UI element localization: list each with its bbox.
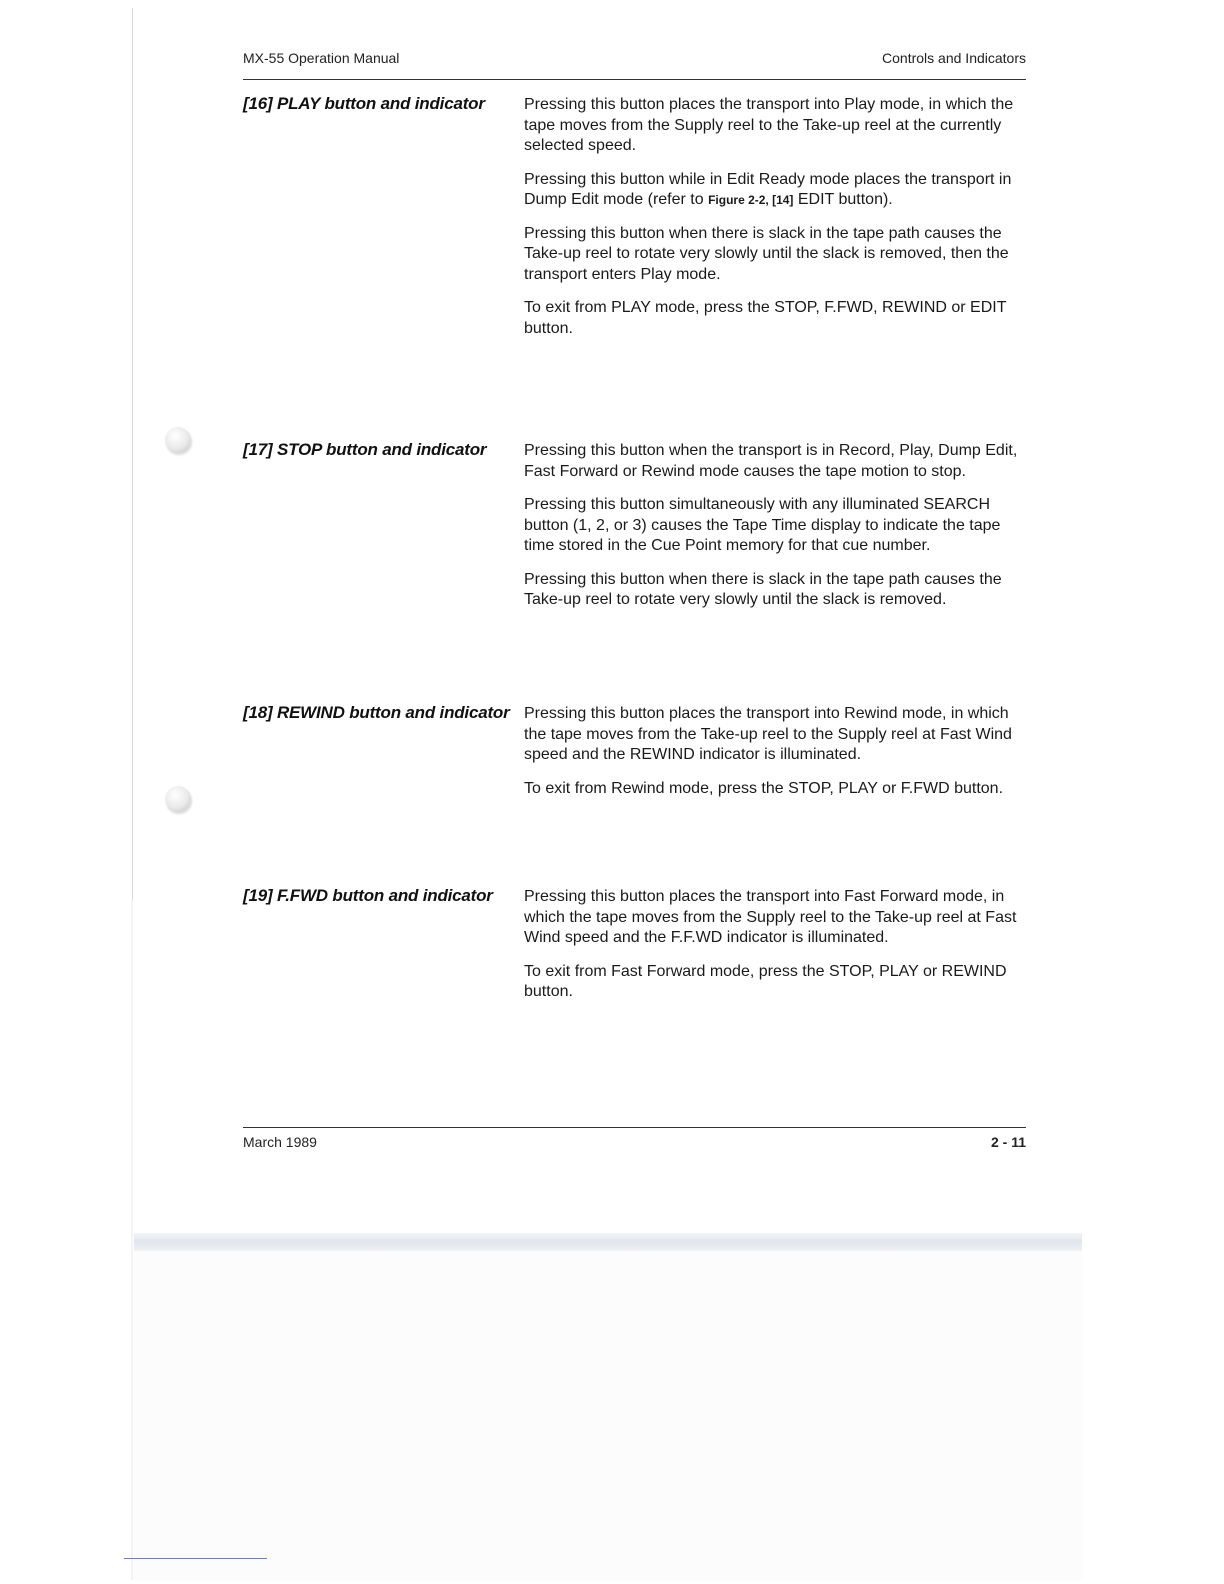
binder-hole-top — [165, 427, 191, 453]
entry-description — [524, 704, 1029, 812]
header-divider — [243, 79, 1026, 80]
scan-artifact-area — [134, 1251, 1082, 1581]
scan-edge — [132, 8, 133, 903]
paragraph: Pressing this button simultaneously with any illuminated SEARCH button (1, 2, or 3) causes the Tape Time display to indicate the tape time stored in the Cue Point memory for that cue number. — [524, 496, 1001, 554]
entry-description — [524, 441, 1029, 624]
page-footer — [243, 1134, 1026, 1156]
paragraph-text: Pressing this button while in Edit Ready mode places the transport in Dump Edit mode (refer to — [524, 170, 1012, 208]
scan-artifact-band — [134, 1233, 1082, 1251]
figure-reference: Figure 2-2, [14] — [708, 193, 794, 207]
entry-description — [524, 887, 1029, 1016]
paragraph: Pressing this button places the transport into Play mode, in which the tape moves from the Supply reel to the Take-up reel at the currently selected speed. — [524, 96, 1014, 154]
scan-edge-lower — [131, 900, 133, 1580]
paragraph: To exit from PLAY mode, press the STOP, F.FWD, REWIND or EDIT button. — [524, 299, 1007, 337]
entry-term: [19] F.FWD button and indicator — [243, 886, 493, 905]
paragraph: Pressing this button places the transport into Fast Forward mode, in which the tape moves from the Supply reel to the Take-up reel at Fast Wind speed and the F.F.WD indicator is illuminated. — [524, 888, 1017, 946]
page-number: 2 - 11 — [990, 1134, 1026, 1150]
paragraph: To exit from Rewind mode, press the STOP, PLAY or F.FWD button. — [524, 779, 1004, 797]
paragraph: Pressing this button when there is slack in the tape path causes the Take-up reel to rotate very slowly until the slack is removed, then the transport enters Play mode. — [524, 224, 1009, 283]
paragraph: To exit from Fast Forward mode, press the STOP, PLAY or REWIND button. — [524, 962, 1007, 1000]
footer-divider — [243, 1127, 1026, 1128]
entry-term: [18] REWIND button and indicator — [243, 703, 510, 722]
page-header — [243, 50, 1026, 80]
paragraph — [524, 170, 1029, 211]
manual-title: MX-55 Operation Manual — [243, 50, 400, 66]
scan-underline-artifact — [124, 1558, 267, 1559]
publication-date: March 1989 — [243, 1134, 317, 1150]
section-title: Controls and Indicators — [882, 50, 1026, 66]
paragraph: Pressing this button when the transport is in Record, Play, Dump Edit, Fast Forward or Rewind mode causes the tape motion to stop. — [524, 442, 1018, 480]
paragraph: Pressing this button places the transport into Rewind mode, in which the tape moves from the Take-up reel to the Supply reel at Fast Wind speed and the REWIND indicator is illuminated. — [524, 705, 1012, 763]
entry-description — [524, 95, 1029, 352]
binder-hole-bottom — [165, 786, 191, 812]
paragraph: Pressing this button when there is slack in the tape path causes the Take-up reel to rotate very slowly until the slack is removed. — [524, 570, 1002, 608]
paragraph-text: EDIT button). — [793, 191, 893, 208]
entry-term: [16] PLAY button and indicator — [243, 94, 485, 113]
entry-term: [17] STOP button and indicator — [243, 440, 487, 459]
